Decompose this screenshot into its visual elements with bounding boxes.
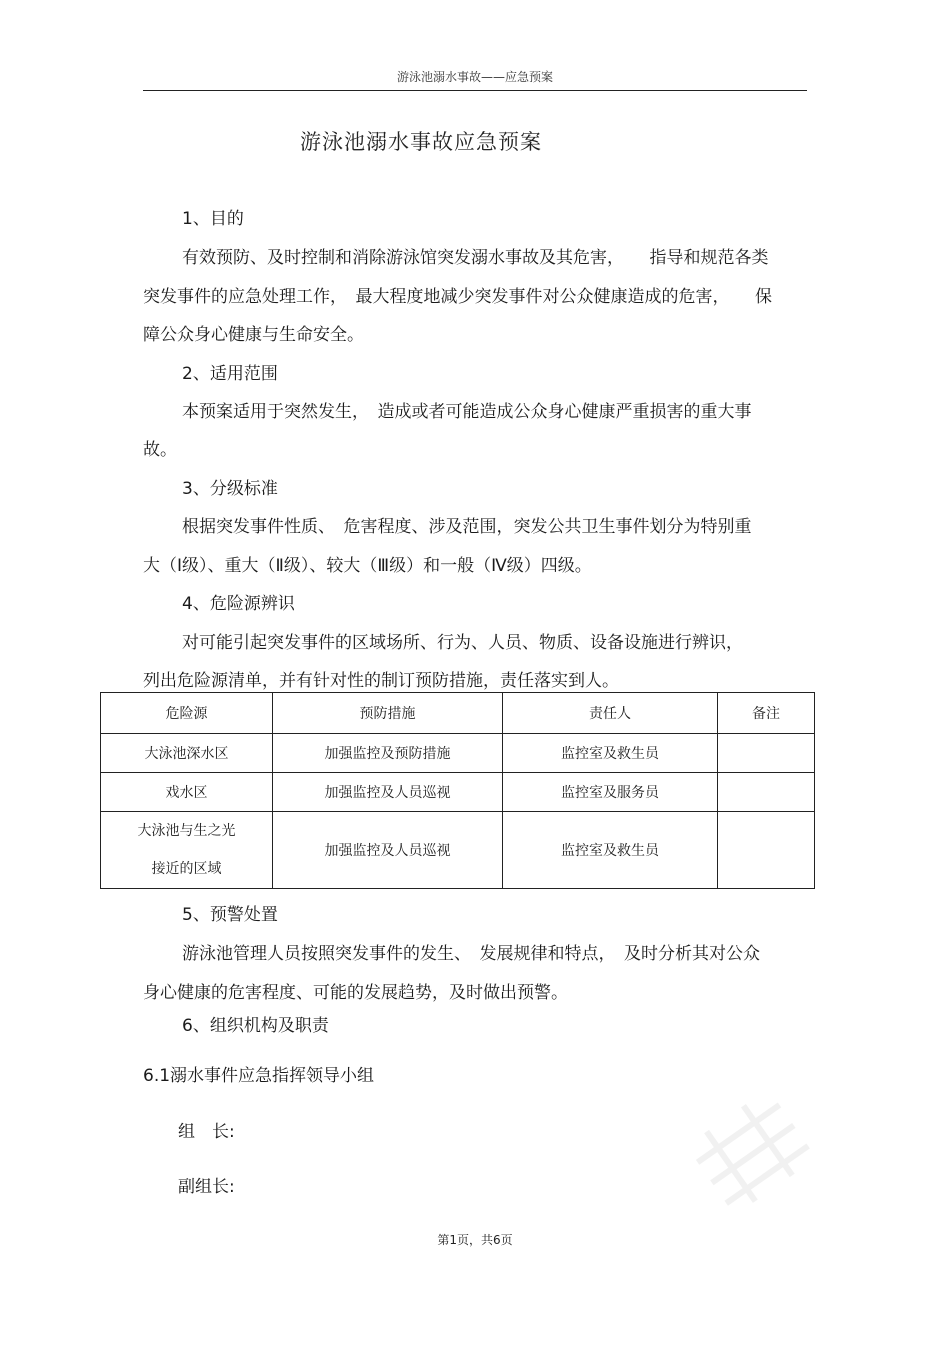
table-row [101, 773, 815, 812]
section-4-heading: 4、危险源辨识 [182, 594, 295, 614]
section-2-heading: 2、适用范围 [182, 364, 278, 384]
section-4-line-1: 对可能引起突发事件的区域场所、行为、人员、物质、设备设施进行辨识， [182, 633, 743, 653]
section-6-heading: 6、组织机构及职责 [182, 1016, 329, 1036]
section-2-line-2: 故。 [143, 440, 177, 460]
cell-responsible-person: 监控室及服务员 [503, 773, 718, 812]
cell-responsible-person: 监控室及救生员 [503, 734, 718, 773]
section-4-line-2: 列出危险源清单，并有针对性的制订预防措施，责任落实到人。 [143, 671, 619, 691]
hazard-table [100, 692, 815, 889]
cell-hazard-source [101, 812, 273, 889]
header-rule [143, 90, 807, 91]
cell-hazard-source-line-1: 大泳池与生之光 [137, 823, 236, 839]
document-title: 游泳池溺水事故应急预案 [300, 130, 542, 154]
section-3-line-1: 根据突发事件性质、 危害程度、涉及范围，突发公共卫生事件划分为特别重 [182, 517, 752, 537]
header-hazard-source: 危险源 [101, 693, 273, 734]
section-2-line-1: 本预案适用于突然发生， 造成或者可能造成公众身心健康严重损害的重大事 [182, 402, 752, 422]
table-row [101, 734, 815, 773]
watermark-graphic [680, 1080, 820, 1220]
section-5-line-2: 身心健康的危害程度、可能的发展趋势，及时做出预警。 [143, 983, 568, 1003]
cell-remarks [718, 812, 815, 889]
cell-prevention-measure: 加强监控及人员巡视 [273, 773, 503, 812]
deputy-leader-label: 副组长: [178, 1177, 235, 1197]
section-5-heading: 5、预警处置 [182, 905, 278, 925]
section-1-line-1: 有效预防、及时控制和消除游泳馆突发溺水事故及其危害， 指导和规范各类 [182, 248, 769, 268]
table-row [101, 812, 815, 889]
cell-hazard-source-line-2: 接近的区域 [151, 861, 222, 877]
running-header: 游泳池溺水事故——应急预案 [396, 70, 553, 84]
section-3-heading: 3、分级标准 [182, 479, 278, 499]
section-1-heading: 1、目的 [182, 209, 244, 229]
cell-remarks [718, 734, 815, 773]
cell-prevention-measure: 加强监控及预防措施 [273, 734, 503, 773]
section-5-line-1: 游泳池管理人员按照突发事件的发生、 发展规律和特点， 及时分析其对公众 [182, 944, 760, 964]
section-1-line-3: 障公众身心健康与生命安全。 [143, 325, 364, 345]
header-responsible-person: 责任人 [503, 693, 718, 734]
cell-hazard-source: 戏水区 [101, 773, 273, 812]
section-1-line-2: 突发事件的应急处理工作， 最大程度地减少突发事件对公众健康造成的危害， 保 [143, 287, 772, 307]
cell-remarks [718, 773, 815, 812]
page-footer: 第1页，共6页 [437, 1233, 513, 1247]
header-remarks: 备注 [718, 693, 815, 734]
cell-responsible-person: 监控室及救生员 [503, 812, 718, 889]
section-6-1-heading: 6.1溺水事件应急指挥领导小组 [143, 1066, 375, 1086]
cell-prevention-measure: 加强监控及人员巡视 [273, 812, 503, 889]
table-header-row [101, 693, 815, 734]
header-prevention-measure: 预防措施 [273, 693, 503, 734]
section-3-line-2: 大（Ⅰ级）、重大（Ⅱ级）、较大（Ⅲ级）和一般（Ⅳ级）四级。 [143, 556, 592, 576]
leader-label: 组 长: [178, 1122, 235, 1142]
cell-hazard-source: 大泳池深水区 [101, 734, 273, 773]
